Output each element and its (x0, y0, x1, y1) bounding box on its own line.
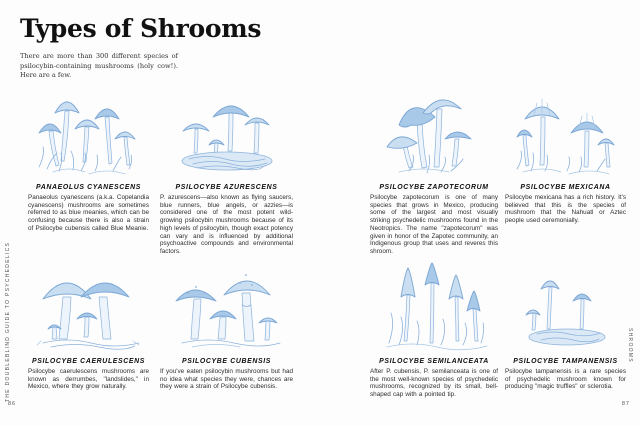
species-name: PSILOCYBE TAMPANENSIS (513, 358, 618, 365)
left-edge-book-title: THE DOUBLEBLIND GUIDE TO PSYCHEDELICS (5, 241, 11, 402)
species-name: PSILOCYBE SEMILANCEATA (379, 358, 489, 365)
mushroom-drawing (31, 261, 147, 353)
species-card-psilocybe-zapotecorum (370, 86, 498, 256)
mushroom-drawing (379, 87, 489, 179)
species-name: PSILOCYBE CAERULESCENS (31, 358, 146, 365)
psilocybe-caerulescens-illustration-icon (28, 260, 149, 353)
panaeolus-cyanescens-illustration-icon (28, 86, 149, 179)
mushroom-drawing (509, 87, 623, 179)
right-edge-chapter-label: SHROOMS (627, 328, 633, 363)
psilocybe-zapotecorum-illustration-icon (370, 86, 498, 179)
species-card-panaeolus-cyanescens (28, 86, 149, 233)
species-description: Psilocybe mexicana has a rich history. It's believed that this is the species of mushroom that the Nahuatl or Aztec people used ceremonially. (505, 194, 626, 225)
mushroom-drawing (167, 87, 287, 179)
psilocybe-semilanceata-illustration-icon (370, 260, 498, 353)
species-description: Psilocybe tampanensis is a rare species of psychedelic mushroom known for producing "magic truffles" or sclerotia. (505, 368, 626, 391)
species-card-psilocybe-cubensis (160, 260, 293, 391)
species-name: PSILOCYBE AZURESCENS (175, 184, 278, 191)
psilocybe-tampanensis-illustration-icon (505, 260, 626, 353)
species-description: Psilocybe zapotecorum is one of many species that grows in Mexico, producing some of the largest and most visually striking psychedelic mushrooms found in the Neotropics. The name "zapotecorum" was given in honor of the Zapotec community, an Indigenous group that uses and reveres this shroom. (370, 194, 498, 256)
mushroom-drawing (509, 261, 623, 353)
species-name: PSILOCYBE ZAPOTECORUM (379, 184, 489, 191)
page-title: Types of Shrooms (20, 14, 262, 43)
species-card-psilocybe-caerulescens (28, 260, 149, 391)
species-card-psilocybe-azurescens (160, 86, 293, 256)
species-name: PSILOCYBE MEXICANA (520, 184, 611, 191)
mushroom-drawing (168, 261, 286, 353)
species-name: PANAEOLUS CYANESCENS (35, 184, 141, 191)
species-name: PSILOCYBE CUBENSIS (181, 358, 272, 365)
psilocybe-cubensis-illustration-icon (160, 260, 293, 353)
psilocybe-azurescens-illustration-icon (160, 86, 293, 179)
right-page-number: 87 (621, 401, 630, 407)
species-description: After P. cubensis, P. semilanceata is one of the most well-known species of psychedelic mushrooms, recognized by its small, bell-shaped cap with a pointed tip. (370, 368, 498, 399)
intro-paragraph: There are more than 300 different species of psilocybin-containing mushrooms (holy cow!). Here are a few. (20, 52, 178, 80)
species-card-psilocybe-mexicana (505, 86, 626, 225)
species-description: If you've eaten psilocybin mushrooms but had no idea what species they were, chances are they were a strain of Psilocybe cubensis. (160, 368, 293, 391)
psilocybe-mexicana-illustration-icon (505, 86, 626, 179)
species-description: Panaeolus cyanescens (a.k.a. Copelandia cyanescens) mushrooms are sometimes referred to as blue meanies, which can be confusing because there is also a strain of Psilocybe cubensis called Blue Meanie. (28, 194, 149, 232)
mushroom-drawing (377, 261, 491, 353)
species-description: P. azurescens—also known as flying saucers, blue runners, blue angels, or azzies—is considered one of the most potent wild-growing psilocybin mushrooms because of its high levels of psilocybin, though exact potency can vary and is influenced by additional psychoactive compounds and environmental factors. (160, 194, 293, 256)
mushroom-drawing (29, 87, 149, 179)
left-page-number: 86 (8, 401, 17, 407)
species-description: Psilocybe caerulescens mushrooms are known as derrumbes, "landslides," in Mexico, where they grow naturally. (28, 368, 149, 391)
species-card-psilocybe-semilanceata (370, 260, 498, 399)
species-card-psilocybe-tampanensis (505, 260, 626, 391)
